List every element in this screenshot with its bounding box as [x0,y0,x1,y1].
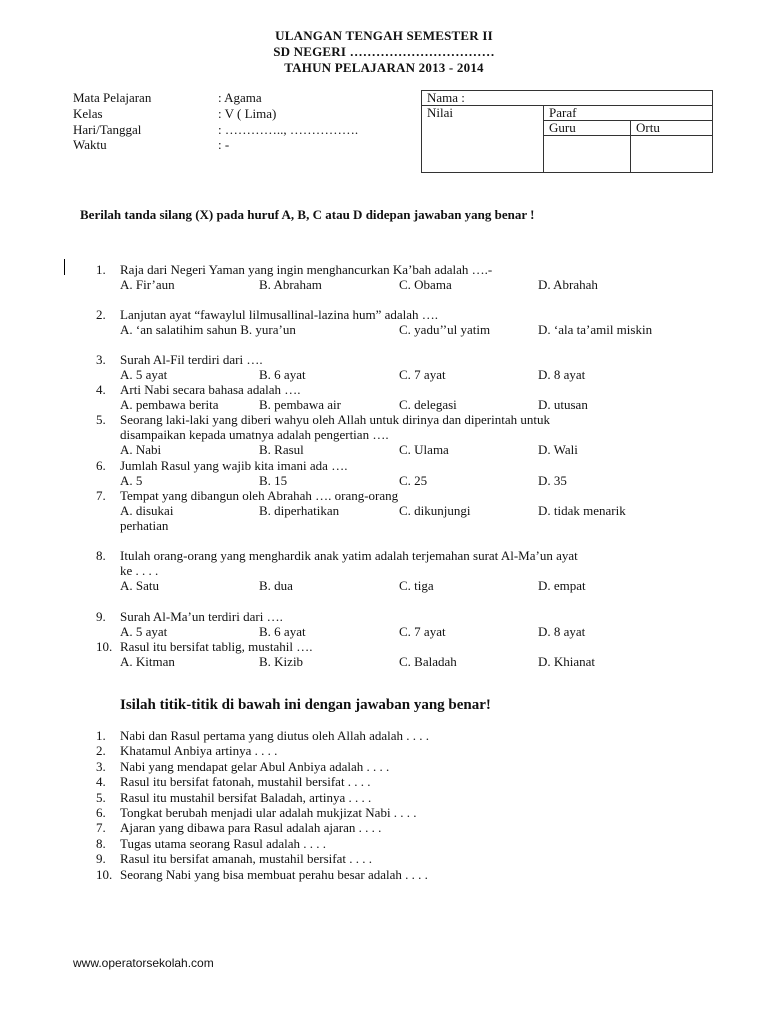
option-c[interactable]: C. Obama [399,277,452,292]
essay-number: 6. [96,805,106,820]
option-c[interactable]: C. yadu’’ul yatim [399,322,491,337]
essay-question: Rasul itu bersifat amanah, mustahil bersifat . . . . [120,851,372,867]
option-b[interactable]: B. Rasul [259,442,304,457]
option-a[interactable]: A. Kitman [120,654,175,669]
essay-question: Rasul itu bersifat fatonah, mustahil bersifat . . . . [120,774,371,790]
question-text: Itulah orang-orang yang menghardik anak yatim adalah terjemahan surat Al-Ma’un ayat [120,548,578,563]
option-c[interactable]: C. 7 ayat [399,367,446,382]
essay-number: 5. [96,789,106,805]
essay-number: 9. [96,851,106,867]
question-text: ke . . . . [120,563,159,578]
question-number: 4. [96,382,106,397]
ortu-header: Ortu [631,121,713,136]
essay-number: 3. [96,758,106,774]
question-number: 8. [96,548,106,563]
paraf-header: Paraf [544,106,713,121]
option-a[interactable]: A. 5 [120,473,143,488]
question-text: Seorang laki-laki yang diberi wahyu oleh Allah untuk dirinya dan diperintah untuk [120,412,550,427]
instruction-multiple-choice: Berilah tanda silang (X) pada huruf A, B, C atau D didepan jawaban yang benar ! [80,207,535,222]
essay-number: 8. [96,835,106,851]
option-d[interactable]: D. utusan [538,397,588,412]
question-text: Jumlah Rasul yang wajib kita imani ada …. [120,458,348,473]
guru-header: Guru [544,121,631,136]
essay-question: Rasul itu mustahil bersifat Baladah, artinya . . . . [120,789,372,805]
info-value: : - [218,137,230,152]
option-d[interactable]: D. Abrahah [538,277,598,292]
info-label: Waktu [73,137,107,152]
text-cursor [64,259,65,275]
info-value: : ………….., ……………. [218,122,359,137]
option-d[interactable]: D. 8 ayat [538,624,586,639]
info-row [73,90,262,106]
option-b[interactable]: B. 15 [259,473,288,488]
option-c[interactable]: C. delegasi [399,397,457,412]
essay-number: 10. [96,866,113,882]
essay-number: 4. [96,774,106,790]
essay-question: Tongkat berubah menjadi ular adalah mukjizat Nabi . . . . [120,805,417,820]
essay-question: Seorang Nabi yang bisa membuat perahu besar adalah . . . . [120,866,428,882]
question-number: 3. [96,352,106,367]
school-name: SD NEGERI …………………………… [273,44,495,59]
option-c[interactable]: C. tiga [399,578,434,593]
question-number: 2. [96,307,106,322]
option-b[interactable]: B. dua [259,578,293,593]
option-c[interactable]: C. 25 [399,473,428,488]
option-a[interactable]: A. ‘an salatihim sahun B. yura’un [120,322,296,337]
question-text: Rasul itu bersifat tablig, mustahil …. [120,639,313,654]
essay-question: Khatamul Anbiya artinya . . . . [120,743,278,759]
essay-number: 2. [96,743,106,759]
question-text: Arti Nabi secara bahasa adalah …. [120,382,301,397]
option-c[interactable]: C. Baladah [399,654,457,669]
option-a[interactable]: A. disukai [120,503,174,518]
essay-number: 1. [96,728,106,743]
essay-question: Nabi yang mendapat gelar Abul Anbiya adalah . . . . [120,758,390,774]
student-info-box [421,90,713,173]
option-d[interactable]: D. tidak menarik [538,503,626,518]
question-number: 9. [96,609,106,624]
essay-question: Ajaran yang dibawa para Rasul adalah ajaran . . . . [120,820,382,836]
info-row [73,106,276,122]
option-a[interactable]: A. 5 ayat [120,624,168,639]
option-c[interactable]: C. dikunjungi [399,503,471,518]
option-b[interactable]: B. Kizib [259,654,304,669]
option-a[interactable]: A. Nabi [120,442,162,457]
question-number: 10. [96,639,113,654]
option-a[interactable]: A. Satu [120,578,159,593]
option-d[interactable]: D. Khianat [538,654,596,669]
question-text: Tempat yang dibangun oleh Abrahah …. orang-orang [120,488,399,503]
option-d[interactable]: D. 8 ayat [538,367,586,382]
option-d[interactable]: D. empat [538,578,586,593]
option-d[interactable]: D. Wali [538,442,578,457]
option-c[interactable]: C. 7 ayat [399,624,446,639]
guru-signature-cell[interactable] [544,136,631,173]
option-b[interactable]: B. pembawa air [259,397,341,412]
option-a[interactable]: A. pembawa berita [120,397,219,412]
option-b[interactable]: B. Abraham [259,277,322,292]
question-text: Raja dari Negeri Yaman yang ingin menghancurkan Ka’bah adalah ….- [120,262,493,277]
option-a[interactable]: A. 5 ayat [120,367,168,382]
info-label: Kelas [73,106,103,121]
nilai-field[interactable]: Nilai [422,106,544,173]
option-b[interactable]: B. 6 ayat [259,367,306,382]
info-label: Mata Pelajaran [73,90,152,105]
info-row [73,122,358,138]
exam-title: ULANGAN TENGAH SEMESTER II [275,28,493,43]
question-text: Surah Al-Fil terdiri dari …. [120,352,263,367]
ortu-signature-cell[interactable] [631,136,713,173]
instruction-essay: Isilah titik-titik di bawah ini dengan jawaban yang benar! [120,697,491,713]
academic-year: TAHUN PELAJARAN 2013 - 2014 [284,60,484,75]
option-b[interactable]: B. diperhatikan [259,503,340,518]
info-value: : V ( Lima) [218,106,277,121]
option-c[interactable]: C. Ulama [399,442,449,457]
question-text: Lanjutan ayat “fawaylul lilmusallinal-lazina hum” adalah …. [120,307,439,322]
question-number: 6. [96,458,106,473]
essay-question: Tugas utama seorang Rasul adalah . . . . [120,835,327,851]
option-d[interactable]: D. 35 [538,473,567,488]
info-row [73,137,229,153]
question-number: 5. [96,412,106,427]
question-text: Surah Al-Ma’un terdiri dari …. [120,609,283,624]
info-value: : Agama [218,90,262,105]
option-b[interactable]: B. 6 ayat [259,624,306,639]
essay-question: Nabi dan Rasul pertama yang diutus oleh Allah adalah . . . . [120,728,430,743]
option-d[interactable]: D. ‘ala ta’amil miskin [538,322,653,337]
question-number: 7. [96,488,106,503]
footer-url[interactable]: www.operatorsekolah.com [73,956,214,970]
nama-field[interactable]: Nama : [422,91,713,106]
option-a[interactable]: A. Fir’aun [120,277,175,292]
question-text: disampaikan kepada umatnya adalah pengertian …. [120,427,389,442]
option-continuation: perhatian [120,518,169,533]
essay-number: 7. [96,820,106,836]
question-number: 1. [96,262,106,277]
info-label: Hari/Tanggal [73,122,142,137]
